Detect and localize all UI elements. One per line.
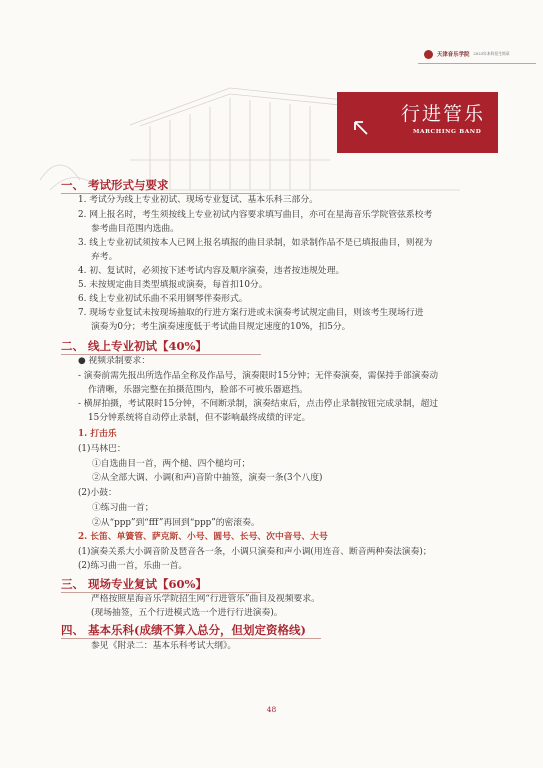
list-item: 2. 网上报名时，考生须按线上专业初试内容要求填写曲目，亦可在星海音乐学院管弦系校考 — [78, 210, 433, 220]
list-item: 参见《附录二：基本乐科考试大纲》。 — [91, 641, 237, 651]
section-underline — [61, 638, 321, 639]
list-item: 4. 初、复试时，必须按下述考试内容及顺序演奏，违者按违规处理。 — [78, 266, 345, 276]
section-title: 四、 基本乐科(成绩不算入总分，但划定资格线) — [61, 623, 306, 637]
list-item: (1)演奏关系大小调音阶及琶音各一条，小调只演奏和声小调(用连音、断音两种奏法演奏)； — [78, 547, 432, 557]
list-item: 15分钟系统将自动停止录制，但不影响最终成绩的评定。 — [88, 413, 311, 423]
list-item: 1. 考试分为线上专业初试、现场专业复试、基本乐科三部分。 — [78, 195, 318, 205]
subsection-title: 2. 长笛、单簧管、萨克斯、小号、圆号、长号、次中音号、大号 — [78, 532, 328, 542]
guide-title: 2023年本科招生简章 — [473, 51, 510, 56]
list-item: 5. 未按规定曲目类型填报或演奏，每首扣10分。 — [78, 280, 268, 290]
list-item: ①自选曲目一首，两个槌、四个槌均可； — [92, 459, 251, 469]
list-item: 弃考。 — [91, 252, 118, 262]
list-item: ● 视频录制要求： — [78, 356, 151, 366]
list-item: (1)马林巴： — [78, 444, 126, 454]
section-title: 二、 线上专业初试【40%】 — [61, 339, 207, 353]
list-item: 3. 线上专业初试须按本人已网上报名填报的曲目录制，如录制作品不是已填报曲目，则视为 — [78, 238, 433, 248]
school-name: 天津音乐学院 — [437, 52, 470, 58]
section-underline — [61, 193, 261, 194]
list-item: ②从全部大调、小调(和声)音阶中抽签，演奏一条(3个八度) — [92, 473, 323, 483]
list-item: ②从“ppp”到“fff”再回到“ppp”的密滚奏。 — [92, 518, 260, 528]
list-item: 6. 线上专业初试乐曲不采用钢琴伴奏形式。 — [78, 294, 248, 304]
list-item: ①练习曲一首； — [92, 503, 154, 513]
banner-subtitle: MARCHING BAND — [413, 129, 482, 135]
list-item: - 演奏前需先报出所选作品全称及作品号，演奏限时15分钟；无伴奏演奏，需保持手部演奏动 — [78, 371, 439, 381]
list-item: 7. 现场专业复试未按现场抽取的行进方案行进或未演奏考试规定曲目，则该考生现场行进 — [78, 308, 424, 318]
list-item: 演奏为0分；考生演奏速度低于考试曲目规定速度的10%，扣5分。 — [91, 322, 351, 332]
list-item: (2)练习曲一首，乐曲一首。 — [78, 561, 188, 571]
page-number: 48 — [266, 705, 277, 714]
list-item: 作清晰，乐器完整在拍摄范围内，脸部不可被乐器遮挡。 — [88, 385, 308, 395]
section-title: 三、 现场专业复试【60%】 — [61, 577, 207, 591]
list-item: - 横屏拍摄，考试限时15分钟，不间断录制，演奏结束后，点击停止录制按钮完成录制，超过 — [78, 399, 439, 409]
banner-title: 行进管乐 — [401, 103, 486, 125]
section-title: 一、 考试形式与要求 — [61, 178, 169, 192]
list-item: (现场抽签，五个行进模式选一个进行行进演奏)。 — [91, 608, 283, 618]
subsection-title: 1. 打击乐 — [78, 429, 117, 439]
list-item: 严格按照星海音乐学院招生网“行进管乐”曲目及视频要求。 — [91, 594, 320, 604]
section-underline — [61, 592, 261, 593]
section-underline — [61, 354, 261, 355]
list-item: 参考曲目范围内选曲。 — [91, 224, 179, 234]
list-item: (2)小鼓： — [78, 488, 117, 498]
